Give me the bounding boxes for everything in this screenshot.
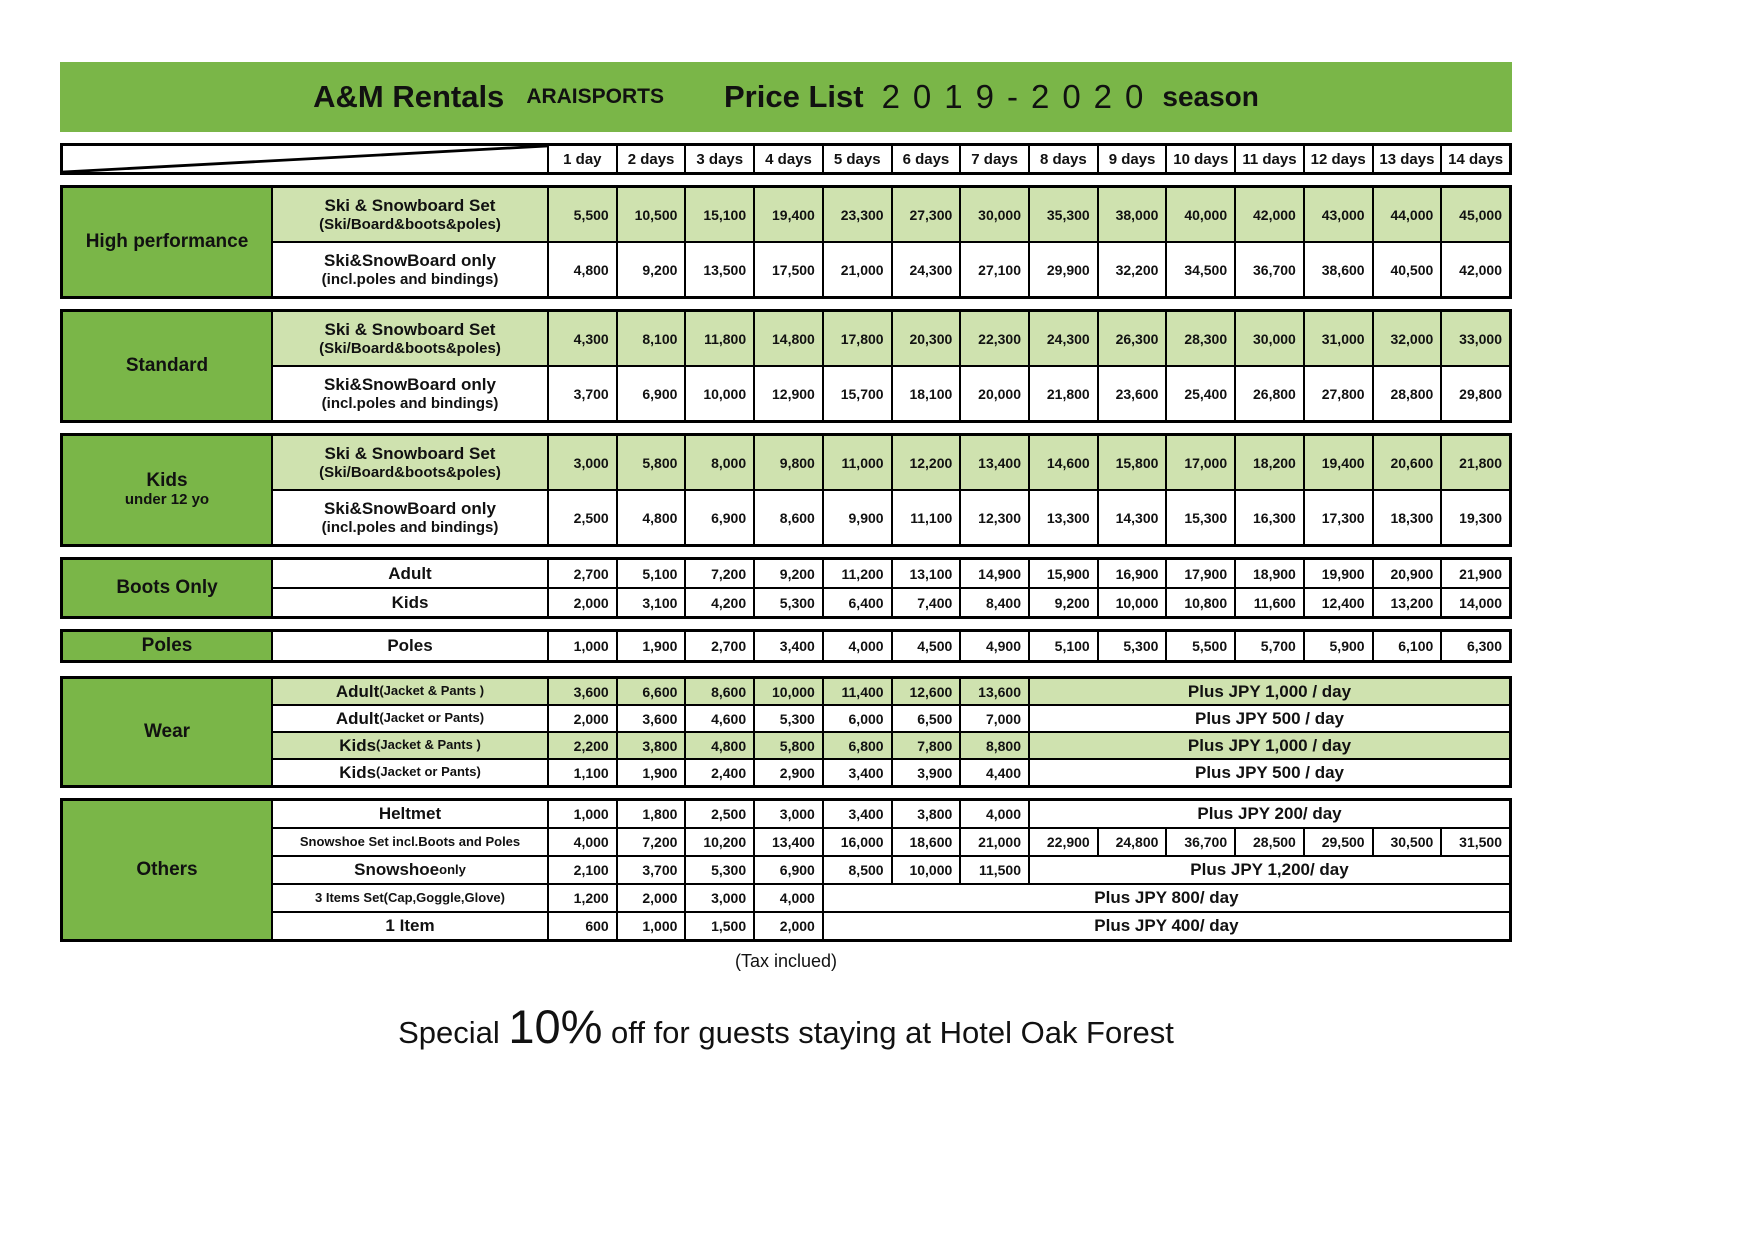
item-label: [272, 828, 548, 856]
price-cell: 6,300: [1441, 631, 1510, 661]
price-cell: 17,500: [754, 242, 823, 297]
price-cell: 5,300: [1098, 631, 1167, 661]
item-label-small: 3 Items Set(Cap,Goggle,Glove): [315, 889, 505, 905]
item-label-main: Adult: [335, 708, 380, 728]
item-label-main: Ski&SnowBoard only: [324, 499, 496, 519]
price-cell: 27,300: [892, 187, 961, 242]
price-cell: 10,200: [685, 828, 754, 856]
day-header-3: 3 days: [685, 145, 754, 173]
price-cell: 3,000: [548, 435, 617, 490]
price-cell: 5,500: [548, 187, 617, 242]
price-cell: 24,800: [1098, 828, 1167, 856]
price-cell: 2,000: [617, 884, 686, 912]
price-cell: 11,000: [823, 435, 892, 490]
price-cell: 17,300: [1304, 490, 1373, 545]
price-cell: 7,200: [685, 559, 754, 588]
price-cell: 19,900: [1304, 559, 1373, 588]
price-cell: 3,100: [617, 588, 686, 617]
price-cell: 34,500: [1166, 242, 1235, 297]
day-header-2: 2 days: [617, 145, 686, 173]
item-label-small: (Jacket or Pants): [376, 764, 481, 780]
item-label-main: Adult: [388, 563, 432, 583]
price-cell: 10,000: [685, 366, 754, 421]
diagonal-line-icon: [63, 146, 547, 172]
day-header-1: 1 day: [548, 145, 617, 173]
day-header-14: 14 days: [1441, 145, 1510, 173]
price-cell: 5,900: [1304, 631, 1373, 661]
category-label-others: [62, 800, 272, 940]
price-cell: 3,400: [823, 759, 892, 786]
price-cell: 43,000: [1304, 187, 1373, 242]
item-label: [272, 588, 548, 617]
price-cell: 14,800: [754, 311, 823, 366]
plus-note-cell: Plus JPY 400/ day: [823, 912, 1510, 940]
price-cell: 6,600: [617, 678, 686, 705]
price-cell: 36,700: [1235, 242, 1304, 297]
price-cell: 8,600: [685, 678, 754, 705]
price-cell: 3,800: [617, 732, 686, 759]
price-cell: 2,000: [548, 705, 617, 732]
section-kids: [60, 433, 1512, 547]
price-cell: 31,000: [1304, 311, 1373, 366]
section-poles: [60, 629, 1512, 663]
price-cell: 21,800: [1441, 435, 1510, 490]
price-list-label: Price List: [724, 79, 864, 114]
category-label-text: Standard: [125, 354, 209, 376]
price-cell: 7,200: [617, 828, 686, 856]
price-cell: 11,200: [823, 559, 892, 588]
price-cell: 32,000: [1373, 311, 1442, 366]
price-cell: 6,400: [823, 588, 892, 617]
item-label-main: Ski&SnowBoard only: [324, 251, 496, 271]
price-cell: 5,700: [1235, 631, 1304, 661]
price-cell: 27,800: [1304, 366, 1373, 421]
price-sections: [60, 185, 1512, 942]
price-cell: 15,300: [1166, 490, 1235, 545]
price-cell: 18,600: [892, 828, 961, 856]
price-cell: 26,300: [1098, 311, 1167, 366]
item-label-small: only: [439, 861, 466, 877]
price-cell: 13,300: [1029, 490, 1098, 545]
price-cell: 4,000: [754, 884, 823, 912]
item-label-main: Ski&SnowBoard only: [324, 375, 496, 395]
item-label: [272, 490, 548, 545]
price-cell: 9,200: [1029, 588, 1098, 617]
category-label-kids: [62, 435, 272, 545]
price-cell: 25,400: [1166, 366, 1235, 421]
price-cell: 23,600: [1098, 366, 1167, 421]
price-cell: 24,300: [1029, 311, 1098, 366]
item-label-main: Kids: [391, 592, 429, 612]
price-cell: 1,000: [617, 912, 686, 940]
price-cell: 7,400: [892, 588, 961, 617]
price-cell: 20,900: [1373, 559, 1442, 588]
item-label: [272, 631, 548, 661]
item-label-subline: (incl.poles and bindings): [321, 270, 499, 288]
price-cell: 18,300: [1373, 490, 1442, 545]
price-cell: 2,000: [548, 588, 617, 617]
price-cell: 18,900: [1235, 559, 1304, 588]
price-cell: 40,000: [1166, 187, 1235, 242]
price-cell: 16,000: [823, 828, 892, 856]
day-header-12: 12 days: [1304, 145, 1373, 173]
category-label-high-performance: [62, 187, 272, 297]
price-cell: 20,300: [892, 311, 961, 366]
tax-note: (Tax inclued): [734, 951, 838, 971]
price-cell: 19,400: [754, 187, 823, 242]
price-cell: 5,100: [1029, 631, 1098, 661]
item-label: [272, 705, 548, 732]
price-cell: 13,100: [892, 559, 961, 588]
price-cell: 4,900: [960, 631, 1029, 661]
price-cell: 1,000: [548, 631, 617, 661]
price-cell: 1,800: [617, 800, 686, 828]
price-cell: 20,000: [960, 366, 1029, 421]
price-cell: 12,200: [892, 435, 961, 490]
season-word: season: [1162, 81, 1259, 112]
price-cell: 11,800: [685, 311, 754, 366]
price-cell: 8,100: [617, 311, 686, 366]
category-label-poles: [62, 631, 272, 661]
item-label-main: Ski & Snowboard Set: [324, 196, 496, 216]
item-label: [272, 366, 548, 421]
price-cell: 15,100: [685, 187, 754, 242]
item-label-subline: (Ski/Board&boots&poles): [319, 463, 501, 481]
price-cell: 26,800: [1235, 366, 1304, 421]
item-label: [272, 800, 548, 828]
item-label-small: (Jacket & Pants ): [379, 683, 485, 699]
price-cell: 36,700: [1166, 828, 1235, 856]
item-label-main: Kids: [339, 762, 377, 782]
price-cell: 30,000: [1235, 311, 1304, 366]
price-cell: 2,500: [548, 490, 617, 545]
price-cell: 5,300: [685, 856, 754, 884]
price-cell: 27,100: [960, 242, 1029, 297]
price-cell: 11,500: [960, 856, 1029, 884]
price-cell: 4,000: [548, 828, 617, 856]
category-label-text: Boots Only: [116, 576, 218, 598]
special-offer-suffix: off for guests staying at Hotel Oak Forest: [602, 1015, 1174, 1050]
price-cell: 10,000: [892, 856, 961, 884]
section-others: [60, 798, 1512, 942]
price-cell: 3,900: [892, 759, 961, 786]
price-cell: 33,000: [1441, 311, 1510, 366]
item-label-main: Snowshoe: [354, 860, 440, 880]
item-label: [272, 912, 548, 940]
price-cell: 3,000: [754, 800, 823, 828]
price-cell: 3,700: [617, 856, 686, 884]
price-cell: 21,000: [960, 828, 1029, 856]
category-label-text: High performance: [85, 230, 249, 252]
category-label-text: Poles: [141, 634, 193, 656]
price-cell: 12,400: [1304, 588, 1373, 617]
price-cell: 29,800: [1441, 366, 1510, 421]
price-cell: 13,500: [685, 242, 754, 297]
brand-subname: ARAISPORTS: [526, 85, 664, 108]
price-cell: 3,600: [617, 705, 686, 732]
corner-diagonal-cell: [62, 145, 548, 173]
category-label-subtext: under 12 yo: [124, 491, 210, 509]
price-cell: 30,000: [960, 187, 1029, 242]
item-label: [272, 435, 548, 490]
price-cell: 9,200: [754, 559, 823, 588]
price-cell: 4,800: [548, 242, 617, 297]
price-cell: 8,400: [960, 588, 1029, 617]
price-cell: 30,500: [1373, 828, 1442, 856]
item-label-subline: (incl.poles and bindings): [321, 394, 499, 412]
day-header-5: 5 days: [823, 145, 892, 173]
day-header-10: 10 days: [1166, 145, 1235, 173]
price-cell: 23,300: [823, 187, 892, 242]
brand-name: A&M Rentals: [313, 79, 505, 114]
price-cell: 10,000: [1098, 588, 1167, 617]
day-header-4: 4 days: [754, 145, 823, 173]
section-wear: [60, 676, 1512, 788]
price-cell: 2,000: [754, 912, 823, 940]
price-cell: 35,300: [1029, 187, 1098, 242]
plus-note-cell: Plus JPY 500 / day: [1029, 705, 1510, 732]
price-cell: 2,900: [754, 759, 823, 786]
price-cell: 9,800: [754, 435, 823, 490]
price-cell: 1,900: [617, 631, 686, 661]
price-cell: 18,100: [892, 366, 961, 421]
price-cell: 20,600: [1373, 435, 1442, 490]
price-cell: 19,300: [1441, 490, 1510, 545]
day-header-7: 7 days: [960, 145, 1029, 173]
price-cell: 5,800: [617, 435, 686, 490]
plus-note-cell: Plus JPY 500 / day: [1029, 759, 1510, 786]
price-cell: 12,600: [892, 678, 961, 705]
price-cell: 2,500: [685, 800, 754, 828]
category-label-text: Wear: [143, 720, 191, 742]
price-cell: 9,200: [617, 242, 686, 297]
item-label-small: (Jacket & Pants ): [376, 737, 481, 753]
price-cell: 3,600: [548, 678, 617, 705]
price-cell: 5,300: [754, 588, 823, 617]
price-cell: 10,500: [617, 187, 686, 242]
item-label: [272, 884, 548, 912]
price-cell: 2,700: [685, 631, 754, 661]
price-cell: 14,900: [960, 559, 1029, 588]
price-cell: 14,600: [1029, 435, 1098, 490]
section-boots-only: [60, 557, 1512, 619]
price-cell: 11,100: [892, 490, 961, 545]
price-cell: 6,000: [823, 705, 892, 732]
price-cell: 7,000: [960, 705, 1029, 732]
price-cell: 3,400: [823, 800, 892, 828]
price-cell: 600: [548, 912, 617, 940]
price-cell: 4,300: [548, 311, 617, 366]
price-cell: 17,800: [823, 311, 892, 366]
plus-note-cell: Plus JPY 200/ day: [1029, 800, 1510, 828]
plus-note-cell: Plus JPY 1,000 / day: [1029, 678, 1510, 705]
category-label-text: Kids: [146, 470, 188, 492]
price-cell: 4,200: [685, 588, 754, 617]
price-cell: 15,700: [823, 366, 892, 421]
price-cell: 6,500: [892, 705, 961, 732]
item-label: [272, 856, 548, 884]
price-cell: 4,800: [617, 490, 686, 545]
price-cell: 6,100: [1373, 631, 1442, 661]
price-cell: 5,300: [754, 705, 823, 732]
price-cell: 1,500: [685, 912, 754, 940]
category-label-standard: [62, 311, 272, 421]
price-cell: 10,000: [754, 678, 823, 705]
price-cell: 21,800: [1029, 366, 1098, 421]
plus-note-cell: Plus JPY 1,000 / day: [1029, 732, 1510, 759]
price-cell: 8,800: [960, 732, 1029, 759]
price-cell: 18,200: [1235, 435, 1304, 490]
price-cell: 21,900: [1441, 559, 1510, 588]
price-cell: 32,200: [1098, 242, 1167, 297]
price-cell: 44,000: [1373, 187, 1442, 242]
price-cell: 17,900: [1166, 559, 1235, 588]
price-cell: 12,300: [960, 490, 1029, 545]
season-years: 2019-2020: [881, 78, 1157, 115]
price-cell: 19,400: [1304, 435, 1373, 490]
item-label-main: Heltmet: [378, 804, 442, 824]
price-cell: 1,200: [548, 884, 617, 912]
price-cell: 28,500: [1235, 828, 1304, 856]
item-label-subline: (incl.poles and bindings): [321, 518, 499, 536]
item-label-main: Kids: [339, 735, 377, 755]
price-cell: 6,900: [685, 490, 754, 545]
price-cell: 8,000: [685, 435, 754, 490]
price-cell: 45,000: [1441, 187, 1510, 242]
price-cell: 28,800: [1373, 366, 1442, 421]
item-label-small: Snowshoe Set incl.Boots and Poles: [299, 833, 521, 849]
price-cell: 10,800: [1166, 588, 1235, 617]
price-cell: 6,800: [823, 732, 892, 759]
category-label-wear: [62, 678, 272, 786]
price-cell: 14,000: [1441, 588, 1510, 617]
price-cell: 1,100: [548, 759, 617, 786]
price-cell: 8,600: [754, 490, 823, 545]
day-header-13: 13 days: [1373, 145, 1442, 173]
price-cell: 11,600: [1235, 588, 1304, 617]
price-cell: 5,100: [617, 559, 686, 588]
price-cell: 16,300: [1235, 490, 1304, 545]
price-cell: 4,000: [823, 631, 892, 661]
plus-note-cell: Plus JPY 800/ day: [823, 884, 1510, 912]
price-cell: 3,800: [892, 800, 961, 828]
price-cell: 22,300: [960, 311, 1029, 366]
special-offer-prefix: Special: [398, 1015, 509, 1050]
price-cell: 42,000: [1441, 242, 1510, 297]
price-cell: 11,400: [823, 678, 892, 705]
price-cell: 22,900: [1029, 828, 1098, 856]
price-cell: 5,800: [754, 732, 823, 759]
category-label-text: Others: [136, 858, 198, 880]
day-header-11: 11 days: [1235, 145, 1304, 173]
price-cell: 13,400: [754, 828, 823, 856]
day-header-9: 9 days: [1098, 145, 1167, 173]
price-cell: 29,500: [1304, 828, 1373, 856]
item-label-subline: (Ski/Board&boots&poles): [319, 215, 501, 233]
item-label: [272, 311, 548, 366]
item-label-small: (Jacket or Pants): [379, 710, 485, 726]
price-cell: 5,500: [1166, 631, 1235, 661]
section-standard: [60, 309, 1512, 423]
price-cell: 42,000: [1235, 187, 1304, 242]
item-label-main: Adult: [335, 681, 380, 701]
item-label: [272, 759, 548, 786]
price-cell: 4,400: [960, 759, 1029, 786]
price-cell: 3,700: [548, 366, 617, 421]
price-cell: 16,900: [1098, 559, 1167, 588]
price-cell: 13,200: [1373, 588, 1442, 617]
price-cell: 7,800: [892, 732, 961, 759]
item-label: [272, 678, 548, 705]
item-label-main: Ski & Snowboard Set: [324, 444, 496, 464]
price-cell: 4,000: [960, 800, 1029, 828]
price-cell: 1,900: [617, 759, 686, 786]
price-cell: 3,400: [754, 631, 823, 661]
price-cell: 31,500: [1441, 828, 1510, 856]
category-label-boots-only: [62, 559, 272, 617]
price-cell: 21,000: [823, 242, 892, 297]
item-label-subline: (Ski/Board&boots&poles): [319, 339, 501, 357]
price-cell: 9,900: [823, 490, 892, 545]
item-label: [272, 187, 548, 242]
item-label: [272, 242, 548, 297]
price-cell: 6,900: [754, 856, 823, 884]
price-cell: 4,800: [685, 732, 754, 759]
price-cell: 2,700: [548, 559, 617, 588]
price-cell: 40,500: [1373, 242, 1442, 297]
item-label-main: Ski & Snowboard Set: [324, 320, 496, 340]
title-banner: [60, 62, 1512, 132]
price-cell: 29,900: [1029, 242, 1098, 297]
special-offer-line: [60, 999, 1512, 1054]
price-cell: 38,000: [1098, 187, 1167, 242]
day-header-8: 8 days: [1029, 145, 1098, 173]
item-label: [272, 559, 548, 588]
price-cell: 2,100: [548, 856, 617, 884]
price-cell: 12,900: [754, 366, 823, 421]
price-cell: 8,500: [823, 856, 892, 884]
price-cell: 38,600: [1304, 242, 1373, 297]
item-label-main: Poles: [387, 636, 433, 656]
section-high-performance: [60, 185, 1512, 299]
price-cell: 15,900: [1029, 559, 1098, 588]
day-header-6: 6 days: [892, 145, 961, 173]
price-cell: 13,600: [960, 678, 1029, 705]
price-cell: 1,000: [548, 800, 617, 828]
price-cell: 4,500: [892, 631, 961, 661]
price-cell: 2,200: [548, 732, 617, 759]
price-cell: 24,300: [892, 242, 961, 297]
item-label-main: 1 Item: [385, 916, 435, 936]
price-cell: 3,000: [685, 884, 754, 912]
special-offer-percent: 10%: [508, 1000, 603, 1053]
plus-note-cell: Plus JPY 1,200/ day: [1029, 856, 1510, 884]
table-area: [60, 62, 1512, 1054]
price-cell: 4,600: [685, 705, 754, 732]
price-cell: 6,900: [617, 366, 686, 421]
price-cell: 2,400: [685, 759, 754, 786]
price-cell: 13,400: [960, 435, 1029, 490]
day-header-row: [60, 143, 1512, 175]
price-cell: 28,300: [1166, 311, 1235, 366]
price-cell: 17,000: [1166, 435, 1235, 490]
item-label: [272, 732, 548, 759]
price-cell: 14,300: [1098, 490, 1167, 545]
price-cell: 15,800: [1098, 435, 1167, 490]
